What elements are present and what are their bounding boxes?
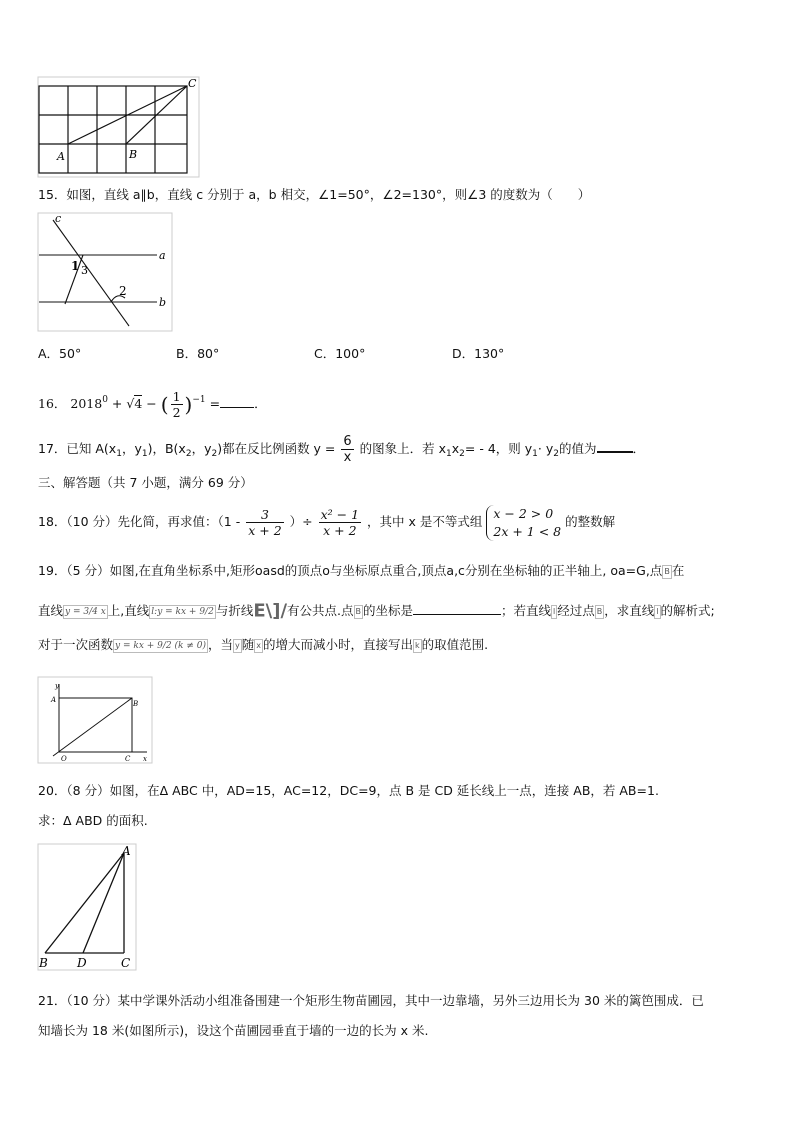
q19-text: 上,直线	[107, 603, 150, 618]
q20-line-1: 20．（8 分）如图，在Δ ABC 中，AD=15，AC=12，DC=9，点 B 是 CD 延长线上一点，连接 AB，若 AB=1.	[38, 783, 659, 798]
line-l: l	[654, 605, 660, 619]
fig15-b: b	[159, 296, 167, 309]
q16-sqrt-value: 4	[134, 396, 143, 411]
q18-part: 18．（10 分）先化简，再求值：（1 -	[38, 514, 241, 529]
q18-part: 的整数解	[565, 514, 616, 529]
fig20-b: B	[39, 956, 48, 970]
fig14-label-b: B	[129, 148, 138, 161]
q17-frac-num: 6	[343, 434, 352, 449]
q19-text: 19．（5 分）如图,在直角坐标系中,矩形oasd的顶点o与坐标原点重合,顶点a,c分别在坐标轴的正半轴上, oa=G,点	[38, 563, 663, 578]
q17-part: )都在反比例函数 y =	[217, 441, 336, 456]
q17-sub: 2	[211, 449, 218, 459]
q17-frac-den: x	[343, 450, 352, 465]
q17-part: · y	[537, 441, 554, 456]
coordinate-figure	[37, 676, 153, 764]
q17-text	[38, 432, 645, 471]
q16-frac-den: 2	[172, 405, 181, 420]
q19-line-3	[38, 636, 488, 654]
fig15-n1: 1	[71, 259, 80, 273]
q18-frac1-den: x + 2	[248, 523, 282, 538]
q17-part: ，y	[191, 441, 212, 456]
inequality-2: 2x + 1 < 8	[493, 523, 562, 539]
q16-number: 16．	[38, 396, 67, 411]
q16-frac-num: 1	[172, 389, 181, 404]
choice-d: D．130°	[452, 346, 505, 361]
q16-expression: 16． 2018$^0$ + √4 − ( $\frac{1}{2}$ )$^{-1}$ = ．	[38, 389, 267, 420]
q19-text: 的取值范围.	[421, 637, 489, 652]
q17-part: 17．已知 A(x	[38, 441, 117, 456]
sqrt-symbol: √4	[126, 396, 143, 411]
fig14-label-c: C	[188, 77, 197, 90]
fig15-n3: 3	[81, 264, 88, 277]
choice-c: C．100°	[314, 346, 366, 361]
q19-text: 直线	[38, 603, 64, 618]
q17-sub: 1	[446, 449, 452, 459]
var-k: k	[413, 639, 422, 653]
q16-answer-blank	[220, 407, 254, 408]
q17-sub: 1	[116, 449, 122, 459]
q17-sub: 2	[185, 449, 192, 459]
q19-text: 有公共点.点	[287, 603, 354, 618]
linear-function-eq: y = kx + 9/2 (k ≠ 0)	[115, 640, 206, 651]
q17-sub: 1	[532, 449, 538, 459]
point-b: B	[662, 565, 672, 579]
point-b: B	[354, 605, 364, 619]
var-x: x	[254, 639, 263, 653]
q16-plus: +	[111, 396, 123, 411]
q17-part: x	[451, 441, 460, 456]
fig19-y: y	[55, 682, 59, 690]
fold-line-symbol: E\]/	[253, 600, 288, 622]
q17-part: = - 4，则 y	[464, 441, 533, 456]
q19-text: 在	[671, 563, 685, 578]
q16-exp0: 0	[102, 395, 108, 405]
fig20-a: A	[122, 844, 131, 858]
fig19-a: A	[51, 696, 57, 704]
q19-line-1	[38, 562, 684, 580]
q19-answer-blank	[413, 614, 501, 615]
q18-frac1-num: 3	[246, 507, 283, 523]
q21-line-1: 21．（10 分）某中学课外活动小组准备围建一个矩形生物苗圃园，其中一边靠墙，另外三边用长为 30 米的篱笆围成．已	[38, 993, 704, 1008]
fig15-a: a	[159, 249, 166, 262]
inequality-1: x − 2 > 0	[493, 505, 554, 521]
q18-part: ，其中 x 是不等式组	[367, 514, 483, 529]
q16-equals: =	[209, 396, 221, 411]
q17-part: ，y	[121, 441, 142, 456]
q19-text: 经过点	[557, 603, 595, 618]
q17-part: 的值为	[559, 441, 597, 456]
grid-figure	[37, 76, 201, 178]
q19-text: ，当	[207, 637, 233, 652]
fig15-n2: 2	[119, 284, 127, 298]
q15-text: 15．如图，直线 a∥b，直线 c 分别于 a，b 相交，∠1=50°，∠2=130°，则∠3 的度数为（ ）	[38, 187, 591, 202]
q17-sub: 1	[141, 449, 148, 459]
q19-text: 对于一次函数	[38, 637, 114, 652]
q16-base: 2018	[70, 396, 103, 411]
q19-text: 的增大而减小时，直接写出	[262, 637, 413, 652]
fig19-o: O	[61, 755, 67, 763]
q17-answer-blank	[597, 451, 633, 453]
q19-text: ；若直线	[501, 603, 552, 618]
q17-end: ．	[632, 441, 646, 456]
q15-choices	[38, 345, 504, 363]
q17-sub: 2	[459, 449, 465, 459]
q19-text: 随	[241, 637, 255, 652]
point-b: B	[595, 605, 605, 619]
fig19-x: x	[143, 755, 147, 763]
line-eq-1: y = 3/4 x	[65, 606, 106, 617]
q16-minus: −	[146, 396, 157, 411]
q19-text: 的解析式;	[660, 603, 715, 618]
q16-exp1: −1	[192, 395, 206, 405]
q19-text: ，求直线	[604, 603, 655, 618]
inequality-system	[486, 505, 561, 541]
line-l: l	[551, 605, 557, 619]
triangle-figure	[37, 843, 137, 971]
parallel-lines-figure	[37, 212, 173, 332]
fig14-label-a: A	[57, 150, 65, 163]
q18-text	[38, 500, 615, 544]
q19-text: 与折线	[215, 603, 254, 618]
q19-line-2	[38, 602, 715, 621]
fig20-d: D	[77, 956, 87, 970]
q18-frac2-den: x + 2	[323, 523, 357, 538]
q18-frac2-num: x² − 1	[320, 507, 360, 522]
line-eq-2: l:y = kx + 9/2	[151, 606, 214, 617]
choice-a: A．50°	[38, 346, 82, 361]
fig20-c: C	[121, 956, 131, 970]
var-y: y	[233, 639, 242, 653]
fig15-c: c	[55, 212, 62, 225]
q20-line-2: 求：Δ ABD 的面积.	[38, 813, 148, 828]
q18-part: ）÷	[289, 514, 313, 529]
q17-part: 的图象上．若 x	[359, 441, 447, 456]
section-3-heading: 三、解答题（共 7 小题，满分 69 分）	[38, 475, 253, 490]
q21-line-2: 知墙长为 18 米(如图所示)，设这个苗圃园垂直于墙的一边的长为 x 米.	[38, 1023, 429, 1038]
choice-b: B．80°	[176, 346, 220, 361]
q17-sub: 2	[553, 449, 559, 459]
fig19-b: B	[133, 700, 139, 708]
q17-part: )，B(x	[147, 441, 186, 456]
fig19-c: C	[125, 755, 131, 763]
q19-text: 的坐标是	[363, 603, 414, 618]
q16-end: ．	[254, 396, 267, 411]
